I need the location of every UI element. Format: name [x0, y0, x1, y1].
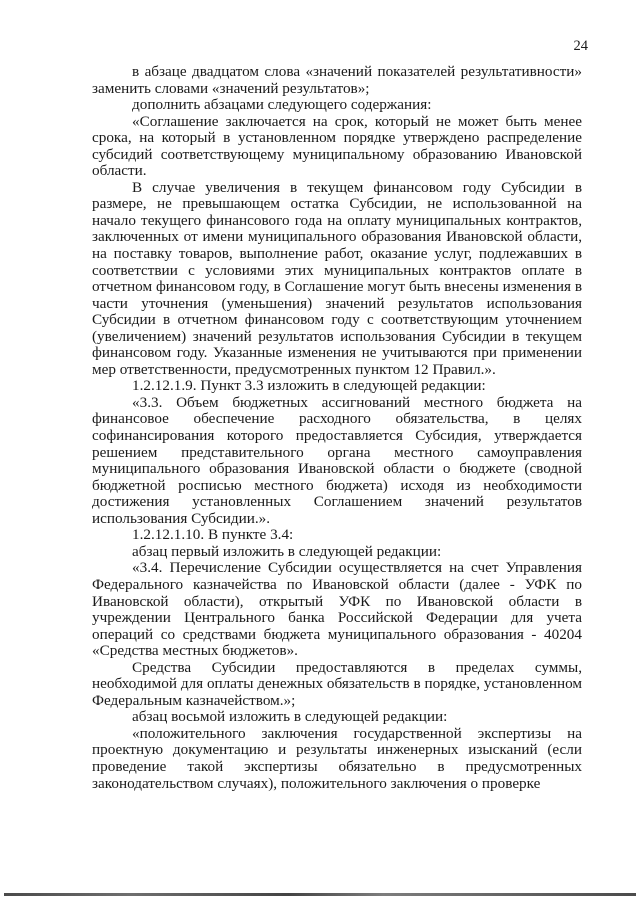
paragraph: «3.3. Объем бюджетных ассигнований местного бюджета на финансовое обеспечение расходного обязательства, в целях софинансирования которого предоставляется Субсидия, утверждается решением представительного органа местного самоуправления муниципального образования Ивановской области о бюджете (сводной бюджетной росписью местного бюджета) исходя из необходимости достижения установленных Соглашением значений результатов использования Субсидии.». [92, 393, 582, 527]
paragraph: «3.4. Перечисление Субсидии осуществляется на счет Управления Федерального казначейства по Ивановской области (далее - УФК по Ивановской области), открытый УФК по Ивановской области в учреждении Центрального банка Российской Федерации для учета операций со средствами бюджета муниципального образования - 40204 «Средства местных бюджетов». [92, 559, 582, 660]
document-body [92, 64, 582, 792]
paragraph: абзац первый изложить в следующей редакции: [132, 542, 442, 560]
paragraph: абзац восьмой изложить в следующей редакции: [132, 708, 448, 726]
scan-edge-line [4, 893, 636, 896]
paragraph: В случае увеличения в текущем финансовом году Субсидии в размере, не превышающем остатка Субсидии, не использованной на начало текущего финансового года на оплату муниципальных контрактов, заключенных от имени муниципального образования Ивановской области, на поставку товаров, выполнение работ, оказание услуг, подлежавших в соответствии с условиями этих муниципальных контрактов оплате в отчетном финансовом году, в Соглашение могут быть внесены изменения в части уточнения (уменьшения) значений результатов использования Субсидии в отчетном финансовом году с соответствующим уточнением (увеличением) значений результатов использования Субсидии в текущем финансовом году. Указанные изменения не учитываются при применении мер ответственности, предусмотренных пунктом 12 Правил.». [92, 178, 582, 378]
paragraph: в абзаце двадцатом слова «значений показателей результативности» заменить словами «значений результатов»; [92, 63, 582, 97]
paragraph: «положительного заключения государственной экспертизы на проектную документацию и результаты инженерных изысканий (если проведение такой экспертизы обязательно в предусмотренных законодательством случаях), положительного заключения о проверке [92, 724, 582, 792]
paragraph: 1.2.12.1.10. В пункте 3.4: [132, 526, 294, 544]
paragraph: дополнить абзацами следующего содержания: [132, 96, 432, 114]
paragraph: 1.2.12.1.9. Пункт 3.3 изложить в следующей редакции: [132, 377, 486, 395]
paragraph: Средства Субсидии предоставляются в пределах суммы, необходимой для оплаты денежных обязательств в порядке, установленном Федеральным казначейством.»; [92, 658, 582, 709]
page-number: 24 [573, 38, 588, 54]
paragraph: «Соглашение заключается на срок, который не может быть менее срока, на который в установленном порядке утверждено распределение субсидий соответствующему муниципальному образованию Ивановской области. [92, 112, 582, 180]
